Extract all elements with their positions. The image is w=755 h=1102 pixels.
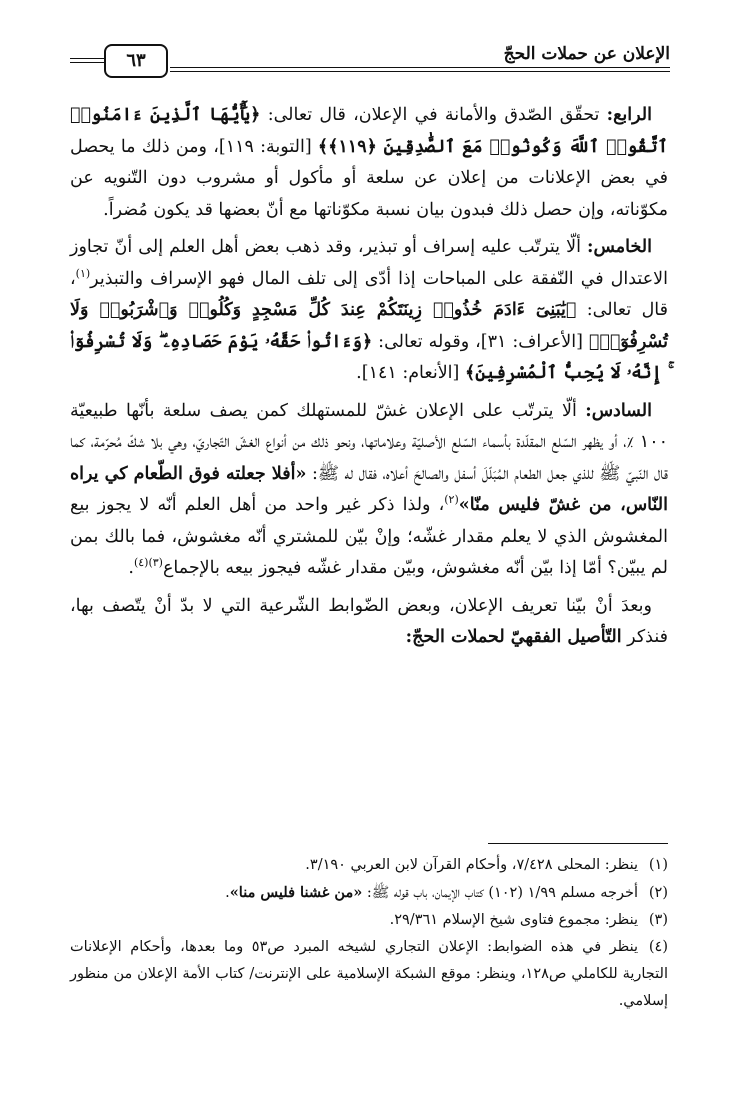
footnote-number: (١) <box>648 857 668 873</box>
footnote-text-end: . <box>225 885 230 901</box>
footnote-ref[interactable]: (٢) <box>444 493 459 507</box>
footnote-1 <box>70 852 668 879</box>
paragraph-fifth <box>70 232 668 390</box>
paragraph-sixth <box>70 396 668 585</box>
footnote-hadith: «من غشنا فليس منا» <box>229 884 363 901</box>
footnote-number: (٤) <box>648 939 668 955</box>
footnote-2 <box>70 879 668 907</box>
footnote-text: أخرجه مسلم ١/٩٩ (١٠٢) كتاب الإيمان، باب قوله ﷺ: <box>362 885 638 901</box>
paragraph-text: [الأنعام: ١٤١]. <box>356 363 465 383</box>
footnote-text: ينظر في هذه الضوابط: الإعلان التجاري لشيخه المبرد ص٥٣ وما بعدها، وأحكام الإعلانات التجارية للكاملي ص١٢٨، وينظر: موقع الشبكة الإسلامية على الإنترنت/ كتاب الأمة الإعلان من منظور إسلامي. <box>70 939 668 1009</box>
paragraph-text: ألّا يترتّب عليه إسراف أو تبذير، وقد ذهب بعض أهل العلم إلى أنّ تجاوز الاعتدال في النّفقة على المباحات إذا أدّى إلى تلف المال فهو الإسراف والتبذير <box>70 237 668 289</box>
main-text <box>70 100 668 660</box>
paragraph-fourth <box>70 100 668 226</box>
footnote-3 <box>70 907 668 934</box>
paragraph-closing <box>70 591 668 654</box>
footnotes <box>70 852 668 1015</box>
quran-verse: ﴿وَءَاتُوا۟ حَقَّهُۥ يَوْمَ حَصَادِهِۦ ۖ وَلَا تُسْرِفُوٓا۟ ۚ إِنَّهُۥ لَا يُحِبُّ ٱلْمُسْرِفِينَ﴾ <box>70 331 668 383</box>
footnote-separator <box>488 843 668 844</box>
paragraph-text: وبعدَ أنْ بيّنا تعريف الإعلان، وبعض الضّوابط الشّرعية التي لا بدّ أنْ يتّصف بها، فنذكر <box>70 595 668 647</box>
paragraph-text: ، قال تعالى: <box>70 268 669 320</box>
paragraph-lead: السادس: <box>585 400 652 421</box>
header-rule-left <box>70 58 104 59</box>
paragraph-text: [التوبة: ١١٩]، ومن ذلك ما يحصل في بعض الإعلانات من إعلان عن سلعة أو مأكول أو مشروب دون التّنويه عن مكوّناته، وإن حصل ذلك فبدون بيان نسبة مكوّناتها مع أنّ بعضها قد يكون مُضراً. <box>70 136 668 220</box>
footnote-ref[interactable]: (٣)(٤) <box>133 556 163 570</box>
paragraph-text: تحقّق الصّدق والأمانة في الإعلان، قال تعالى: <box>260 105 607 125</box>
paragraph-lead: الخامس: <box>587 237 652 257</box>
footnote-4 <box>70 934 668 1015</box>
header-rule <box>170 67 670 68</box>
header-rule-thin <box>170 71 670 72</box>
paragraph-text: . <box>128 558 134 578</box>
running-title: الإعلان عن حملات الحجّ <box>503 44 670 64</box>
footnote-text: ينظر: المحلى ٧/٤٢٨، وأحكام القرآن لابن العربي ٣/١٩٠. <box>305 857 638 873</box>
footnote-text: ينظر: مجموع فتاوى شيخ الإسلام ٢٩/٣٦١. <box>389 912 638 928</box>
paragraph-lead: الرابع: <box>606 105 652 125</box>
page-number: ٦٣ <box>104 44 168 78</box>
section-heading: التّأصيل الفقهيّ لحملات الحجّ: <box>405 627 622 647</box>
paragraph-text: ، ولذا ذكر غير واحد من أهل العلم أنّه لا يجوز بيع المغشوش الذي لا يعلم مقدار غشّه؛ وإنْ بيّن للمشتري أنّه مغشوش، فما بالك بمن لم يبيّن؟ أمّا إذا بيّن أنّه مغشوش، وبيّن مقدار غشّه فيجوز بيعه بالإجماع <box>70 495 668 578</box>
header-rule-left-thin <box>70 62 104 63</box>
footnote-number: (٣) <box>648 912 668 928</box>
paragraph-text: ألّا يترتّب على الإعلان غشّ للمستهلك كمن يصف سلعة بأنّها طبيعيّة ١٠٠ ٪، أو يظهر السّلع المقلّدة بأسماء السّلع الأصليّة وعلاماتها، ونحو ذلك من أنواع الغشّ التّجاريّ، وهي بلا شكّ مُحرّمة، كما قال النّبيّ ﷺ للذي جعل الطعام المُبَلّلَ أسفل والصالحَ أعلاه، فقال له ﷺ: <box>70 400 668 484</box>
quran-verse: ﴿يَٰبَنِىٓ ءَادَمَ خُذُوا۟ زِينَتَكُمْ عِندَ كُلِّ مَسْجِدٍ وَكُلُوا۟ وَٱشْرَبُوا۟ وَلَا تُسْرِفُوٓا۟﴾ <box>70 300 668 352</box>
hadith-quote: «أفلا جعلته فوق الطّعام كي يراه النّاس، من غشّ فليس منّا» <box>69 463 668 515</box>
page-header <box>70 40 670 80</box>
footnote-number: (٢) <box>648 885 668 901</box>
quran-verse: ﴿يَٰٓأَيُّهَا ٱلَّذِينَ ءَامَنُوا۟ ٱتَّقُوا۟ ٱللَّهَ وَكُونُوا۟ مَعَ ٱلصَّٰدِقِينَ ﴿١١٩﴾﴾ <box>70 105 668 157</box>
footnote-ref[interactable]: (١) <box>75 266 91 280</box>
paragraph-text: [الأعراف: ٣١]، وقوله تعالى: <box>372 331 589 352</box>
